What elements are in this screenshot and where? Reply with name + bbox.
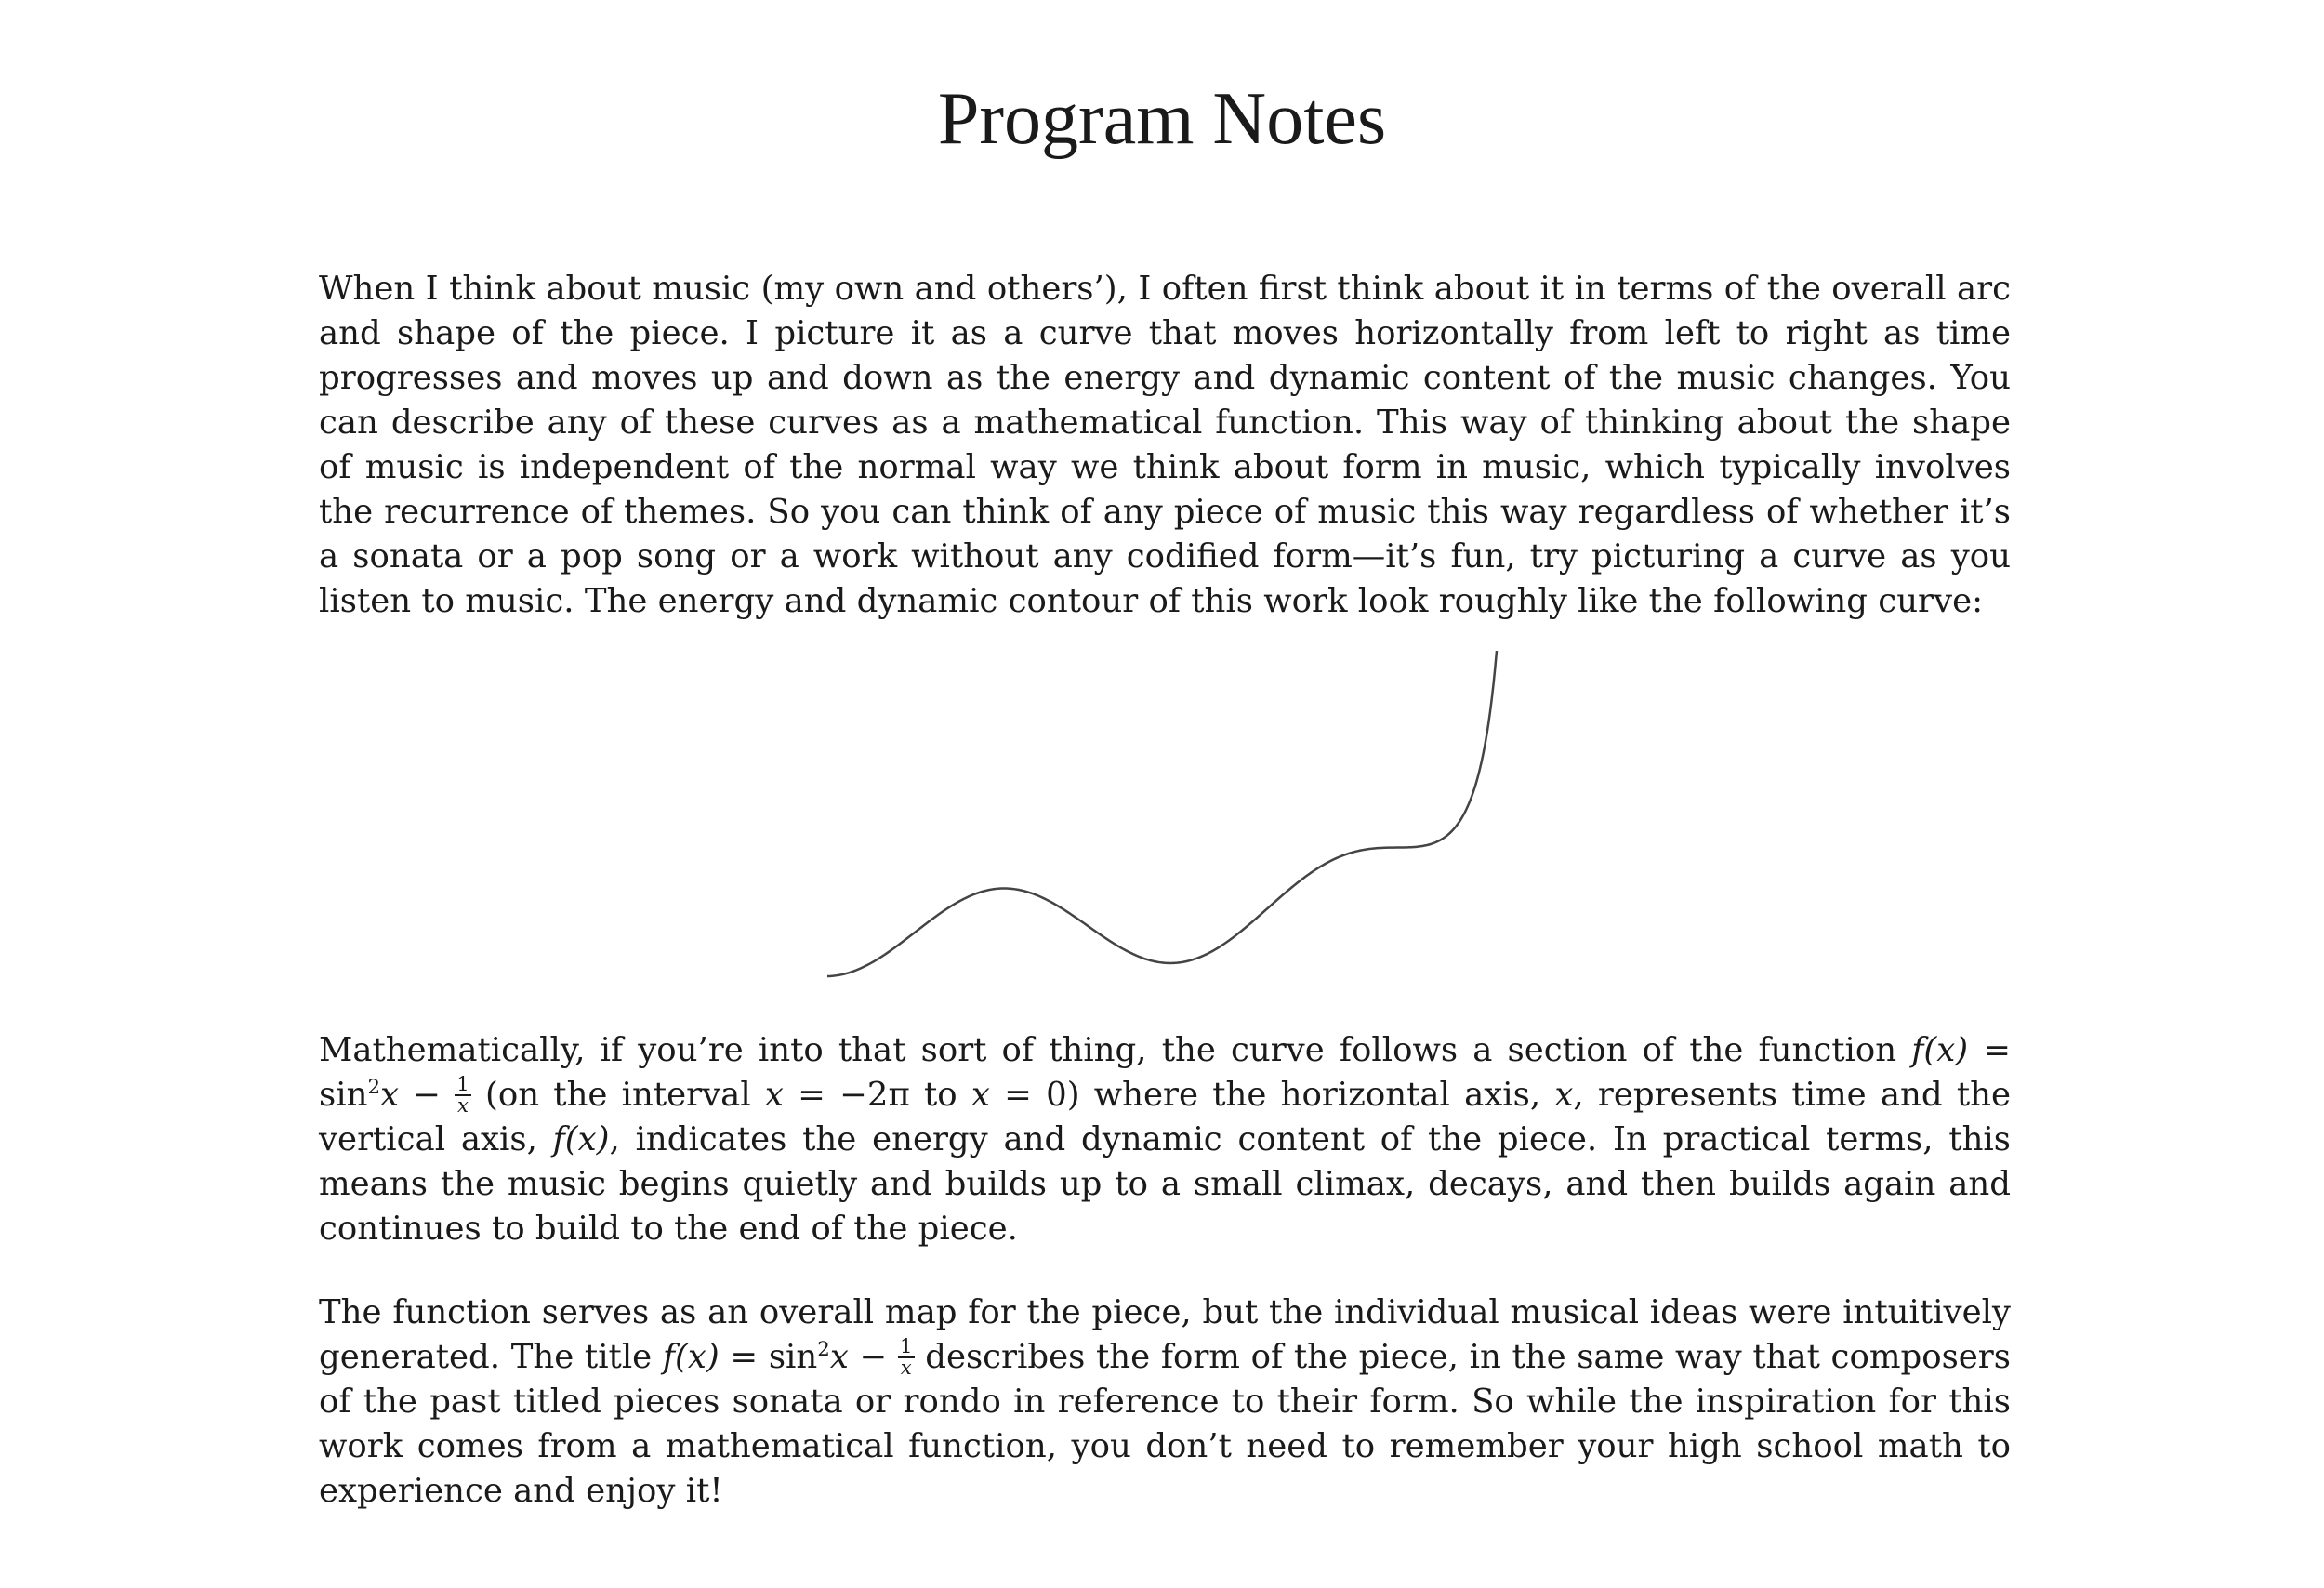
title-paragraph [319, 1290, 2011, 1514]
title-fraction-numerator: 1 [899, 1335, 913, 1359]
interval-to: = 0) [989, 1076, 1080, 1114]
function-symbol: f(x) [1911, 1031, 1969, 1069]
math-text-c: where the horizontal axis, [1079, 1076, 1555, 1114]
interval-variable-start: x [764, 1076, 784, 1114]
title-function-variable: x [829, 1338, 849, 1376]
energy-contour-curve [818, 642, 1506, 986]
function-exponent: 2 [367, 1076, 380, 1100]
title-function-symbol: f(x) [662, 1338, 720, 1376]
title-function-equals: = sin [719, 1338, 818, 1376]
math-text-b: (on the interval [470, 1076, 765, 1114]
title-text-a: The function serves as an overall map for the piece, but the individual musical ideas were intuitively generated. The title [319, 1293, 2011, 1376]
title-function-fraction [898, 1337, 915, 1379]
axis-f-symbol: f(x) [552, 1120, 610, 1158]
interval-from: = −2π to [783, 1076, 971, 1114]
math-text-a: Mathematically, if you’re into that sort of thing, the curve follows a section of the function [319, 1031, 1912, 1069]
page-title: Program Notes [937, 78, 1387, 160]
function-fraction [455, 1075, 471, 1117]
fraction-denominator: x [456, 1094, 469, 1118]
interval-variable-end: x [971, 1076, 990, 1114]
math-text-d: , represents time and the vertical axis, [319, 1076, 2011, 1158]
title-fraction-denominator: x [900, 1356, 912, 1381]
fraction-numerator: 1 [456, 1073, 469, 1097]
title-text-b: describes the form of the piece, in the same way that composers of the past titled pieces sonata or rondo in reference to their form. So while the inspiration for this work comes from a mathematical function, you don’t need to remember your high school math to experience and enjoy it! [319, 1338, 2011, 1510]
math-paragraph [319, 1028, 2011, 1251]
math-text-e: , indicates the energy and dynamic content of the piece. In practical terms, this means the music begins quietly and builds up to a small climax, decays, and then builds again and continues to build to the end of the piece. [319, 1120, 2012, 1248]
function-equals: = sin [319, 1031, 2012, 1114]
function-variable: x [380, 1076, 400, 1114]
function-minus: − [399, 1076, 456, 1114]
intro-paragraph: When I think about music (my own and others’), I often first think about it in terms of the overall arc and shape of the piece. I picture it as a curve that moves horizontally from left to right as time progresses and moves up and down as the energy and dynamic content of the music changes. You can describe any of these curves as a mathematical function. This way of thinking about the shape of music is independent of the normal way we think about form in music, which typically involves the recurrence of themes. So you can think of any piece of music this way regardless of whether it’s a sonata or a pop song or a work without any codified form—it’s fun, try picturing a curve as you listen to music. The energy and dynamic contour of this work look roughly like the following curve: [319, 270, 2011, 620]
title-function-exponent: 2 [817, 1338, 830, 1362]
axis-x-symbol: x [1554, 1076, 1574, 1114]
title-function-minus: − [848, 1338, 898, 1376]
curve-line [827, 651, 1497, 976]
